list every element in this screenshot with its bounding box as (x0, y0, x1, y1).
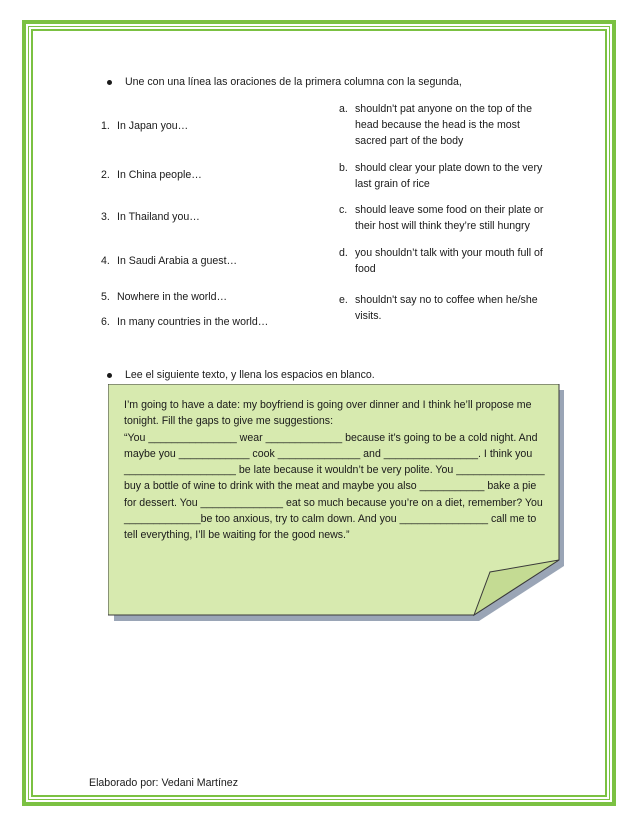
note-line: I’m going to have a date: my boyfriend is going over dinner and I think he’ll propose me (124, 399, 532, 411)
right-item-line: should clear your plate down to the very (355, 162, 543, 174)
right-item-line: their host will think they’re still hungry (355, 220, 530, 232)
left-item-3 (101, 209, 200, 225)
right-item-text (355, 245, 543, 277)
right-item-text (355, 101, 532, 149)
left-item-1 (101, 118, 188, 134)
left-item-text: In many countries in the world… (117, 316, 269, 328)
note-line: tell everything, I’ll be waiting for the good news.” (124, 529, 350, 542)
right-item-line: visits. (355, 310, 382, 322)
bullet-icon (107, 80, 112, 85)
left-item-text: Nowhere in the world… (117, 291, 228, 303)
right-item-line: sacred part of the body (355, 135, 464, 147)
right-item-line: last grain of rice (355, 178, 430, 190)
right-item-line: shouldn't pat anyone on the top of the (355, 103, 532, 115)
note-line: tonight. Fill the gaps to give me suggestions: (124, 415, 334, 428)
footer-author: Elaborado por: Vedani Martínez (89, 777, 238, 789)
left-item-number: 3. (101, 211, 110, 223)
right-item-line: you shouldn’t talk with your mouth full of (355, 247, 543, 259)
left-item-2 (101, 167, 202, 183)
note-line: ___________________ be late because it wouldn’t be very polite. You _______________ (124, 464, 545, 477)
left-item-number: 6. (101, 316, 110, 328)
right-item-line: should leave some food on their plate or (355, 204, 544, 216)
left-item-text: In China people… (117, 169, 202, 181)
right-item-text (355, 292, 538, 324)
note-line: maybe you ____________ cook ______________ and ________________. I think you (124, 447, 533, 460)
instruction-2: Lee el siguiente texto, y llena los espacios en blanco. (125, 369, 375, 381)
left-item-number: 5. (101, 291, 110, 303)
left-item-6 (101, 314, 268, 330)
right-item-letter: b. (339, 162, 348, 174)
note-text (124, 397, 545, 544)
left-item-text: In Saudi Arabia a guest… (117, 255, 238, 267)
bullet-icon (107, 373, 112, 378)
right-item-letter: e. (339, 294, 348, 306)
right-item-text (355, 160, 542, 192)
left-item-number: 2. (101, 169, 110, 181)
note-line: for dessert. You ______________ eat so much because you’re on a diet, remember? You (124, 496, 543, 509)
left-item-text: In Japan you… (117, 120, 189, 132)
left-item-5 (101, 289, 227, 305)
right-item-letter: a. (339, 103, 348, 115)
right-item-line: food (355, 263, 376, 275)
right-item-line: head because the head is the most (355, 119, 520, 131)
instruction-1: Une con una línea las oraciones de la primera columna con la segunda, (125, 76, 462, 88)
right-item-letter: c. (339, 204, 348, 216)
right-item-line: shouldn't say no to coffee when he/she (355, 294, 538, 306)
note-line: _____________be too anxious, try to calm down. And you _______________ call me to (124, 513, 537, 526)
left-item-number: 1. (101, 120, 110, 132)
note-line: buy a bottle of wine to drink with the meat and maybe you also ___________ bake a pie (124, 480, 537, 493)
left-item-4 (101, 253, 237, 269)
left-item-number: 4. (101, 255, 110, 267)
right-item-letter: d. (339, 247, 348, 259)
note-line: “You _______________ wear _____________ because it’s going to be a cold night. And (124, 431, 538, 444)
right-item-text (355, 202, 543, 234)
left-item-text: In Thailand you… (117, 211, 200, 223)
